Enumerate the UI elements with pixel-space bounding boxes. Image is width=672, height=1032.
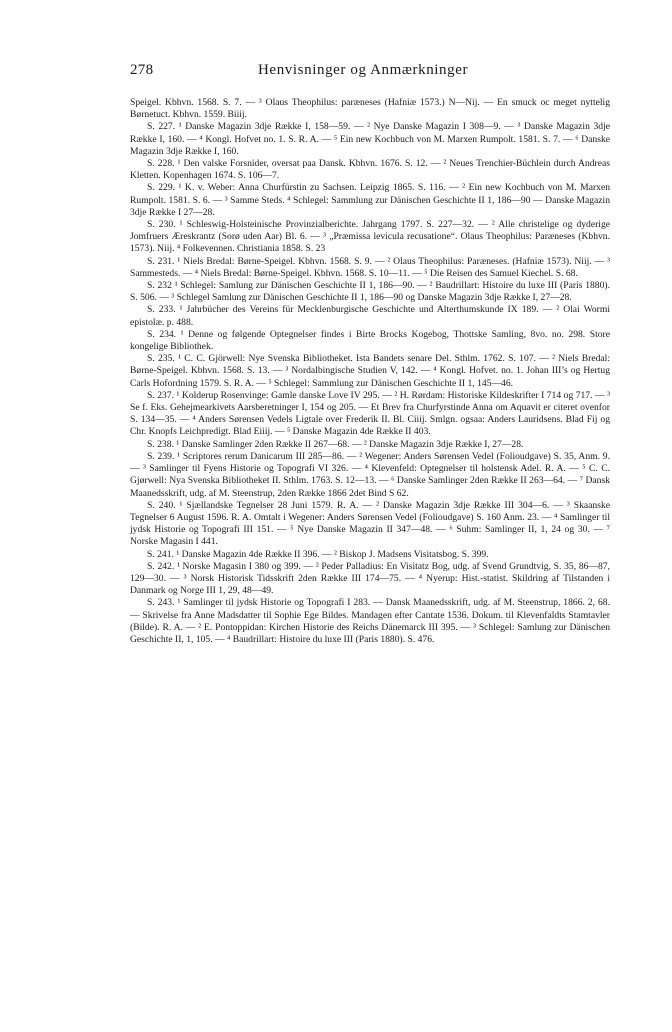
note-text: ¹ Niels Bredal: Børne-Speigel. Kbhvn. 1568. S. 9. — ² Olaus Theophilus: Paræneses. (Hafniæ 1573). Niij. — ³ Sammesteds. — ⁴ Niels Bredal: Børne-Speigel. Kbhvn. 1568. S. 10—11. — ⁵ Die Reisen des Samuel Kiechel. S. 68.	[130, 255, 610, 279]
entry-label: S. 239.	[147, 450, 175, 462]
entry-label: S. 241.	[147, 548, 174, 560]
note-paragraph-s233	[130, 304, 610, 328]
note-paragraph-s235	[130, 353, 610, 390]
note-paragraph-s240	[130, 500, 610, 549]
notes-body	[130, 97, 610, 646]
note-paragraph-s242	[130, 561, 610, 598]
entry-label: S. 227.	[147, 121, 176, 133]
note-text: ¹ Danske Magazin 4de Række II 396. — ² Biskop J. Madsens Visitatsbog. S. 399.	[176, 548, 489, 560]
entry-label: S. 228.	[147, 158, 175, 170]
entry-label: S. 229.	[147, 182, 176, 194]
note-text: ¹ Schleswig-Holsteinische Provinzialberichte. Jahrgang 1797. S. 227—32. — ² Alle christelige og dyderige Jomfruers Æreskrantz (Sorø uden Aar) Bl. 6. — ³ „Præmissa levicula recusatione“. Olaus Theophilus: Paræneses (Kbhvn. 1573). Niij. ⁴ Folkevennen. Christiania 1858. S. 23	[130, 219, 611, 255]
page-number: 278	[130, 62, 154, 78]
note-text: ¹ Denne og følgende Optegnelser findes i Birte Brocks Kogebog, Thottske Samling, 8vo. no. 298. Store kongelige Bibliothek.	[130, 328, 611, 353]
note-paragraph-s239	[130, 451, 610, 500]
entry-label: S. 238.	[147, 438, 174, 450]
running-title: Henvisninger og Anmærkninger	[258, 62, 469, 78]
note-text: ¹ Samlinger til jydsk Historie og Topografi I 283. — Dansk Maanedsskrift, udg. af M. Steenstrup, 1866. 2, 68. — Skrivelse fra Anne Madsdatter til Sophie Ege Bildes. Mandagen efter Cantate 1536. Dokum. til Klevenfaldts Stamtavler (Bilde). R. A. — ² E. Pontoppidan: Kirchen Historie des Reichs Dänemarck III 395. — ³ Schlegel: Samlung zur Dänischen Geschichte II, 1, 105. — ⁴ Baudrillart: Histoire du luxe III (Paris 1880). S. 476.	[130, 597, 610, 645]
note-paragraph-s229	[130, 182, 610, 219]
entry-label: S. 232	[147, 280, 172, 292]
note-text: ¹ Danske Magazin 3dje Række I, 158—59. — ² Nye Danske Magazin I 308—9. — ³ Danske Magazin 3dje Række I, 160. — ⁴ Kongl. Hofvet no. 1. S. R. A. — ⁵ Ein new Kochbuch von M. Marxen Rumpolt. 1581. S. 7. — ⁶ Danske Magazin 3dje Række I, 160.	[130, 121, 610, 157]
note-paragraph-s237	[130, 390, 610, 439]
note-text: ¹ Norske Magasin I 380 og 399. — ² Peder Palladius: En Visitatz Bog, udg. af Svend Grundtvig, S. 35, 86—87, 129—30. — ³ Norsk Historisk Tidsskrift 2den Række III 174—75. — ⁴ Nyerup: Hist.-statist. Skildring af Tilstanden i Danmark og Norge III 1, 29, 48—49.	[130, 560, 610, 597]
note-text: ¹ K. v. Weber: Anna Churfürstin zu Sachsen. Leipzig 1865. S. 116. — ² Ein new Kochbuch von M. Marxen Rumpolt. 1581. S. 6. — ³ Samme Steds. ⁴ Schlegel: Sammlung zur Dänischen Geschichte II 1, 186—90 — Danske Magazin 3dje Række I 27—28.	[130, 182, 611, 218]
entry-label: S. 240.	[147, 499, 176, 511]
entry-label: S. 243.	[147, 597, 175, 609]
note-text: Speigel. Kbhvn. 1568. S. 7. — ³ Olaus Theophilus: paræneses (Hafniæ 1573.) N—Nij. — En smuck oc meget nyttelig Børnetuct. Kbhvn. 1559. Biiij.	[130, 97, 610, 121]
note-text: ¹ Kolderup Rosenvinge: Gamle danske Love IV 295. — ² H. Rørdam: Historiske Kildeskrifter I 714 og 717. — ³ Se f. Eks. Gehejmearkivets Aarsberetninger I, 154 og 205. — Et Brev fra Churfyrstinde Anna om Aquavit er citeret ovenfor S. 134—35. — ⁴ Anders Sørensen Vedels Ligtale over Frederik II. Bl. Ciiij. Smlgn. ogsaa: Anders Lauridsens. Blad Fij og Chr. Knopfs Leichpredigt. Blad Eiiij. — ⁵ Danske Magazin 4de Række II 403.	[130, 389, 610, 438]
note-paragraph-s243	[130, 597, 610, 646]
note-paragraph-s238	[130, 439, 610, 451]
entry-label: S. 237.	[147, 389, 175, 401]
note-paragraph-s228	[130, 158, 610, 182]
note-text: ¹ Danske Samlinger 2den Række II 267—68. — ² Danske Magazin 3dje Række I, 27—28.	[176, 438, 524, 450]
note-text: ¹ Schlegel: Samlung zur Dänischen Geschichte II 1, 186—90. — ² Baudrillart: Histoire du luxe III (Paris 1880). S. 506. — ³ Schlegel Samlung zur Dänischen Geschichte II 1, 186—90 og Danske Magazin 3dje Række I, 27—28.	[130, 280, 610, 304]
entry-label: S. 230.	[147, 219, 176, 231]
entry-label: S. 234.	[147, 328, 177, 340]
entry-label: S. 231.	[147, 255, 175, 267]
entry-label: S. 233.	[147, 304, 176, 316]
note-paragraph-s230	[130, 219, 610, 256]
note-paragraph-continuation	[130, 97, 610, 121]
entry-label: S. 235.	[147, 353, 175, 365]
note-text: ¹ Den valske Forsnider, oversat paa Dansk. Kbhvn. 1676. S. 12. — ² Neues Trenchier-Büchlein durch Andreas Kletten. Kopenhagen 1674. S. 106—7.	[130, 158, 610, 182]
note-text: ¹ C. C. Gjörwell: Nye Svenska Bibliotheket. Ista Bandets senare Del. Sthlm. 1762. S. 107. — ² Niels Bredal: Børne-Speigel. Kbhvn. 1568. S. 13. — ³ Nordalbingische Studien V, 142. — ⁴ Kongl. Hofvet. no. 1. Johan III’s og Hertug Carls Hofordning 1579. S. R. A. — ⁵ Schlegel: Sammlung zur Dänischen Geschichte II 1, 145—46.	[130, 353, 611, 389]
note-text: ¹ Scriptores rerum Danicarum III 285—86. — ² Wegener: Anders Sørensen Vedel (Folioudgave) S. 35, Anm. 9. — ³ Samlinger til Fyens Historie og Topografi VI 326. — ⁴ Klevenfeld: Optegnelser til holstensk Adel. R. A. — ⁵ C. C. Gjørwell: Nya Svenska Bibliotheket II. Sthlm. 1763. S. 12—13. — ⁶ Danske Samlinger 2den Række II 263—64. — ⁷ Dansk Maanedsskrift, udg. af M. Steenstrup, 2den Række 1866 2det Bind S 62.	[130, 450, 610, 499]
note-text: ¹ Sjællandske Tegnelser 28 Juni 1579. R. A. — ² Danske Magazin 3dje Række III 304—6. — ³ Skaanske Tegnelser 6 August 1596. R. A. Omtalt i Wegener: Anders Sørensen Vedel (Folioudgave) S. 160 Anm. 23. — ⁴ Samlinger til jydsk Historie og Topografi III 151. — ⁵ Nye Danske Magazin II 347—48. — ⁶ Suhm: Samlinger II, 1, 24 og 30. — ⁷ Norske Magasin I 441.	[130, 499, 611, 548]
note-paragraph-s241	[130, 549, 610, 561]
note-paragraph-s227	[130, 121, 610, 158]
note-text: ¹ Jahrbücher des Vereins für Mecklenburgische Geschichte und Alterthumskunde IX 189. — ² Olai Wormi epistolæ. p. 488.	[130, 304, 611, 328]
entry-label: S. 242.	[147, 560, 175, 572]
note-paragraph-s231	[130, 256, 610, 280]
note-paragraph-s234	[130, 329, 610, 353]
note-paragraph-s232	[130, 280, 610, 304]
